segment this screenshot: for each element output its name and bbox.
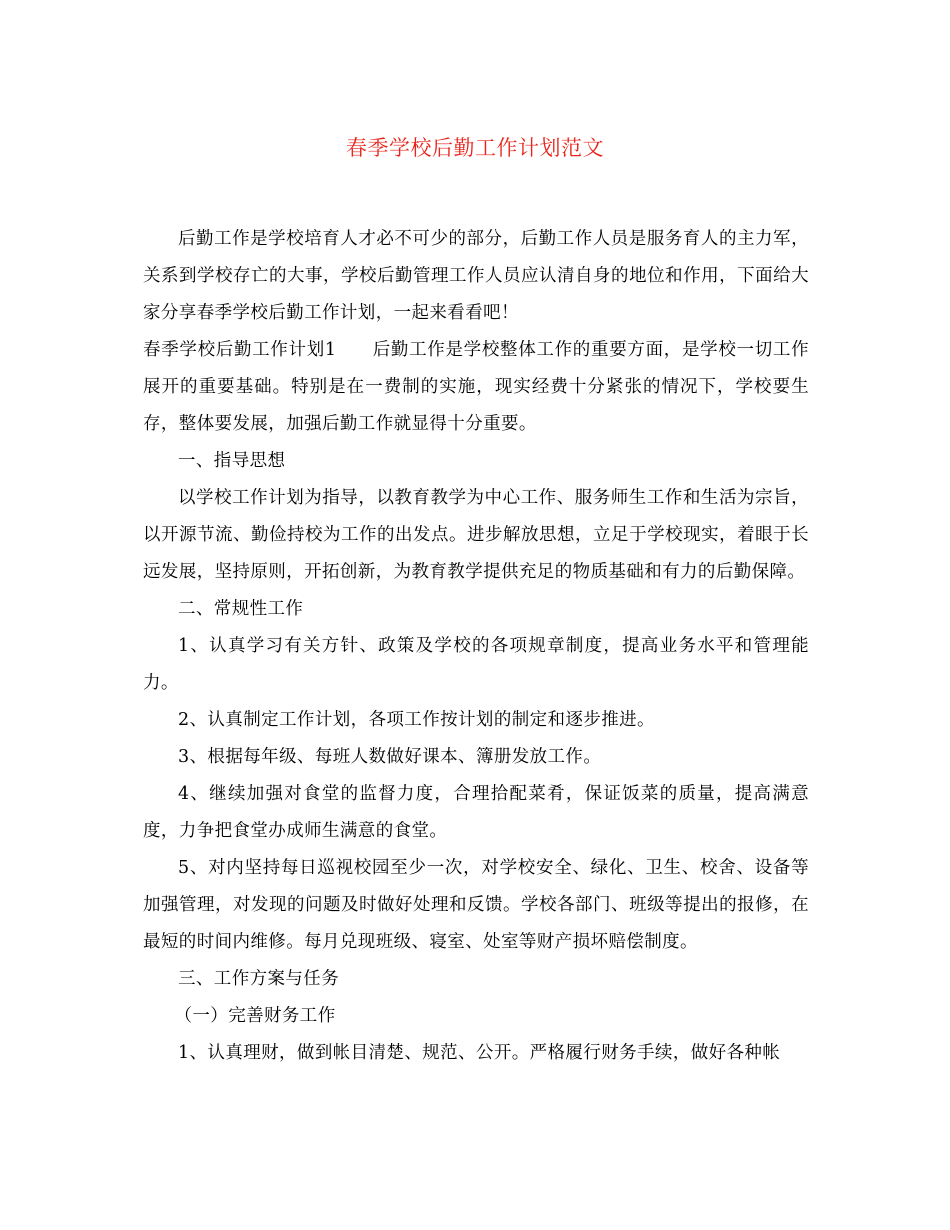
plan1-heading: 春季学校后勤工作计划1 bbox=[143, 340, 337, 360]
section1-paragraph: 以学校工作计划为指导，以教育教学为中心工作、服务师生工作和生活为宗旨，以开源节流、勤俭持校为工作的出发点。进步解放思想，立足于学校现实，着眼于长远发展，坚持原则，开拓创新，为教育教学提供充足的物质基础和有力的后勤保障。 bbox=[143, 488, 809, 582]
intro-paragraph: 后勤工作是学校培育人才必不可少的部分，后勤工作人员是服务育人的主力军，关系到学校存亡的大事，学校后勤管理工作人员应认清自身的地位和作用，下面给大家分享春季学校后勤工作计划，一起来看看吧！ bbox=[143, 229, 809, 323]
document-body bbox=[143, 221, 809, 1072]
plan1-paragraph bbox=[143, 332, 809, 443]
section3-sub-heading: （一）完善财务工作 bbox=[174, 1006, 336, 1026]
section3-item: 1、认真理财，做到帐目清楚、规范、公开。严格履行财务手续，做好各种帐 bbox=[178, 1043, 781, 1063]
section2-item: 2、认真制定工作计划，各项工作按计划的制定和逐步推进。 bbox=[178, 710, 655, 730]
document-title: 春季学校后勤工作计划范文 bbox=[346, 136, 604, 160]
section1-heading: 一、指导思想 bbox=[178, 451, 286, 471]
section2-item: 4、继续加强对食堂的监督力度，合理拾配菜肴，保证饭菜的质量，提高满意度，力争把食堂办成师生满意的食堂。 bbox=[143, 784, 809, 841]
section3-heading: 三、工作方案与任务 bbox=[178, 969, 340, 989]
section2-item: 3、根据每年级、每班人数做好课本、簿册发放工作。 bbox=[178, 747, 602, 767]
section2-item: 1、认真学习有关方针、政策及学校的各项规章制度，提高业务水平和管理能力。 bbox=[143, 636, 809, 693]
section2-item: 5、对内坚持每日巡视校园至少一次，对学校安全、绿化、卫生、校舍、设备等加强管理，对发现的问题及时做好处理和反馈。学校各部门、班级等提出的报修，在最短的时间内维修。每月兑现班级、寝室、处室等财产损坏赔偿制度。 bbox=[143, 858, 809, 952]
section2-heading: 二、常规性工作 bbox=[178, 599, 304, 619]
plan1-intro-text: 后勤工作是学校整体工作的重要方面，是学校一切工作展开的重要基础。特别是在一费制的实施，现实经费十分紧张的情况下，学校要生存，整体要发展，加强后勤工作就显得十分重要。 bbox=[143, 340, 809, 434]
